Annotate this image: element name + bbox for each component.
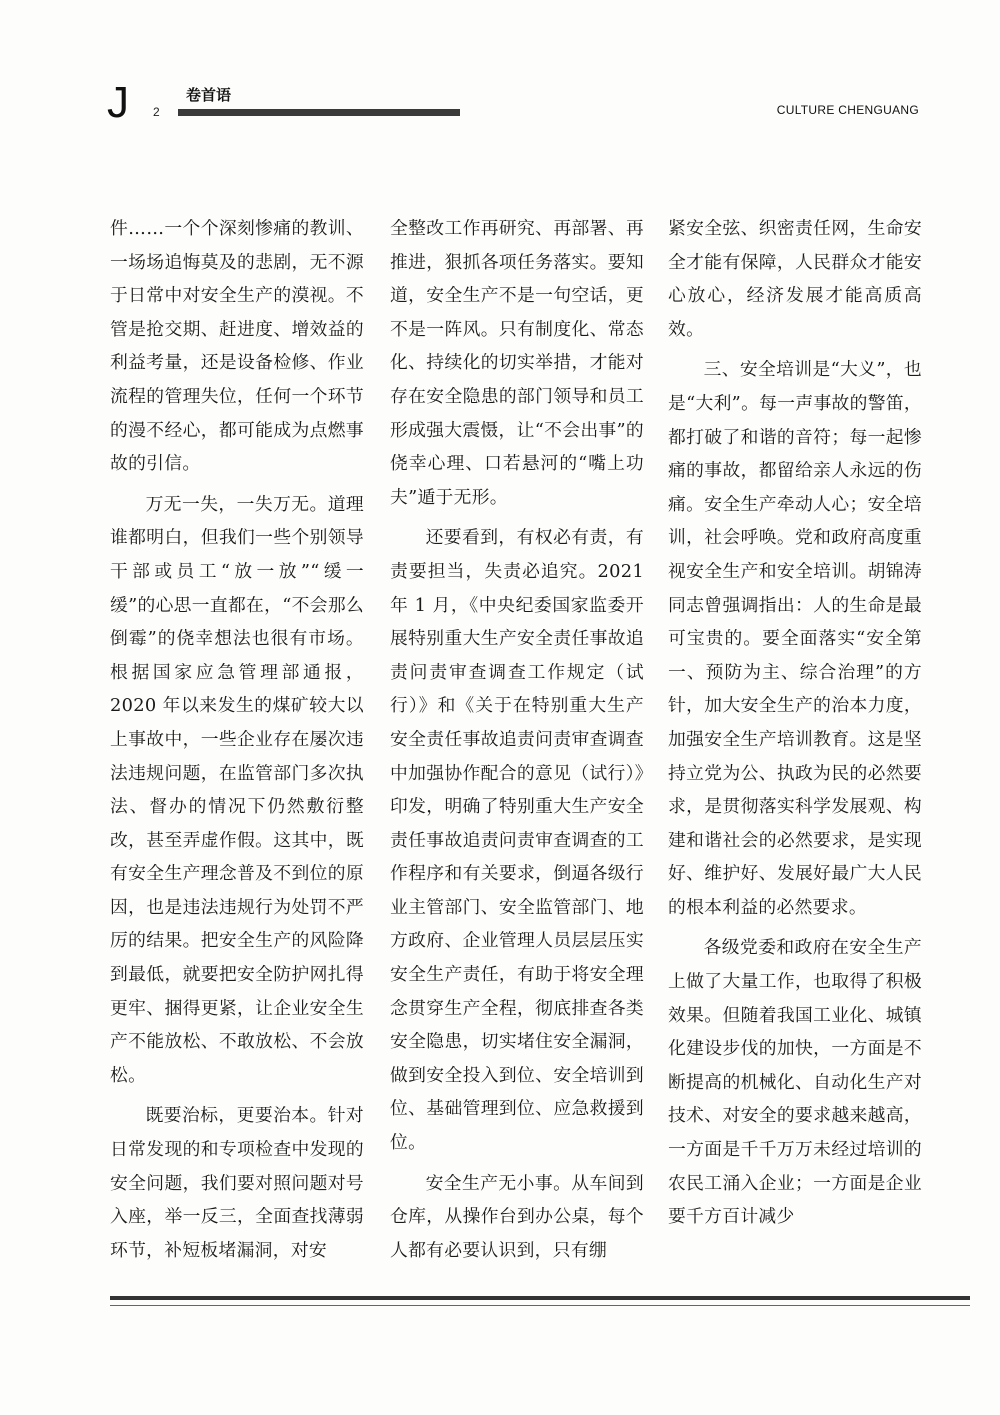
paragraph: 还要看到，有权必有责，有责要担当，失责必追究。2021 年 1 月，《中央纪委国家监委开展特别重大生产安全责任事故追责问责审查调查工作规定（试行）》和《关于在特别重大生产安全责任事故追责问责审查调查中加强协作配合的意见（试行）》印发，明确了特别重大生产安全责任事故追责问责审查调查的工作程序和有关要求，倒逼各级行业主管部门、安全监管部门、地方政府、企业管理人员层层压实安全生产责任，有助于将安全理念贯穿生产全程，彻底排查各类安全隐患，切实堵住安全漏洞，做到安全投入到位、安全培训到位、基础管理到位、应急救援到位。 bbox=[390, 527, 644, 1154]
header-rule bbox=[178, 109, 460, 116]
text-column-1 bbox=[110, 212, 364, 1274]
header-letter-mark: J bbox=[107, 78, 129, 127]
paragraph: 万无一失，一失万无。道理谁都明白，但我们一些个别领导干部或员工“放一放”“缓一缓”的心思一直都在，“不会那么倒霉”的侥幸想法也很有市场。根据国家应急管理部通报，2020 年以来发生的煤矿较大以上事故中，一些企业存在屡次违法违规问题，在监管部门多次执法、督办的情况下仍然敷衍整改，甚至弄虚作假。这其中，既有安全生产理念普及不到位的原因，也是违法违规行为处罚不严厉的结果。把安全生产的风险降到最低，就要把安全防护网扎得更牢、捆得更紧，让企业安全生产不能放松、不敢放松、不会放松。 bbox=[110, 493, 364, 1086]
text-column-2 bbox=[390, 212, 644, 1274]
paragraph: 各级党委和政府在安全生产上做了大量工作，也取得了积极效果。但随着我国工业化、城镇化建设步伐的加快，一方面是不断提高的机械化、自动化生产对技术、对安全的要求越来越高，一方面是千千万万未经过培训的农民工涌入企业；一方面是企业要千方百计减少 bbox=[668, 937, 922, 1228]
section-title: 卷首语 bbox=[186, 86, 232, 104]
paragraph: 安全生产无小事。从车间到仓库，从操作台到办公桌，每个人都有必要认识到，只有绷 bbox=[390, 1172, 644, 1261]
footer-rule-thin bbox=[110, 1305, 970, 1306]
journal-name: CULTURE CHENGUANG bbox=[776, 103, 919, 117]
page-number: 2 bbox=[153, 105, 160, 119]
paragraph: 紧安全弦、织密责任网，生命安全才能有保障，人民群众才能安心放心，经济发展才能高质高效。 bbox=[668, 218, 922, 340]
text-column-3 bbox=[668, 212, 922, 1241]
paragraph: 件……一个个深刻惨痛的教训、一场场追悔莫及的悲剧，无不源于日常中对安全生产的漠视。不管是抢交期、赶进度、增效益的利益考量，还是设备检修、作业流程的管理失位，任何一个环节的漫不经心，都可能成为点燃事故的引信。 bbox=[110, 218, 364, 475]
paragraph: 三、安全培训是“大义”，也是“大利”。每一声事故的警笛，都打破了和谐的音符；每一起惨痛的事故，都留给亲人永远的伤痛。安全生产牵动人心；安全培训，社会呼唤。党和政府高度重视安全生产和安全培训。胡锦涛同志曾强调指出：人的生命是最可宝贵的。要全面落实“安全第一、预防为主、综合治理”的方针，加大安全生产的治本力度，加强安全生产培训教育。这是坚持立党为公、执政为民的必然要求，是贯彻落实科学发展观、构建和谐社会的必然要求，是实现好、维护好、发展好最广大人民的根本利益的必然要求。 bbox=[668, 359, 922, 918]
paragraph: 既要治标，更要治本。针对日常发现的和专项检查中发现的安全问题，我们要对照问题对号入座，举一反三，全面查找薄弱环节，补短板堵漏洞，对安 bbox=[110, 1105, 364, 1261]
paragraph: 全整改工作再研究、再部署、再推进，狠抓各项任务落实。要知道，安全生产不是一句空话，更不是一阵风。只有制度化、常态化、持续化的切实举措，才能对存在安全隐患的部门领导和员工形成强大震慑，让“不会出事”的侥幸心理、口若悬河的“嘴上功夫”遁于无形。 bbox=[390, 218, 644, 508]
footer-rule-thick bbox=[110, 1296, 970, 1300]
